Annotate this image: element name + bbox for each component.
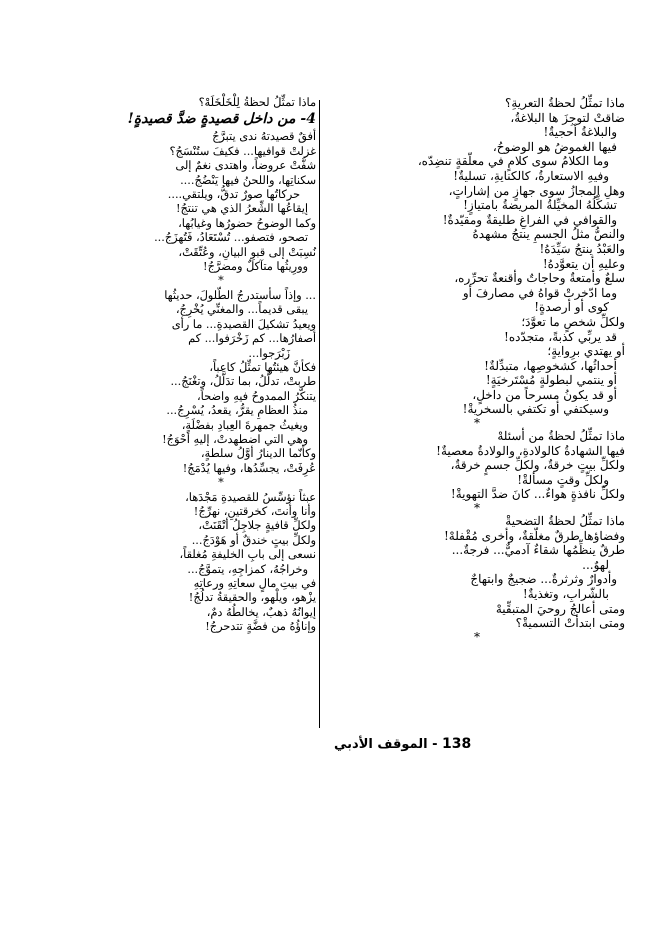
poem-line: وإناؤُهُ من فضَّةٍ تتدحرجُ! bbox=[205, 620, 316, 634]
poem-line: وأنا وأنتَ، كخرقتينِ، نهرِّجُ! bbox=[193, 504, 316, 518]
poem-line: أحداثُها، كشخوصِها، متبدِّلةٌ! bbox=[484, 358, 617, 373]
poem-line: وورِيثُها متآكلٌ ومضرَّجُ! bbox=[203, 260, 308, 274]
poem-line: والبلاغةُ أحجيةٌ! bbox=[543, 125, 617, 140]
poem-line: وكأنّما الدينارُ أوَّلُ سلطةٍ، bbox=[200, 447, 316, 461]
poem-line: غزلتْ قوافيها... فكيفَ ستُنْسَجُ؟ bbox=[169, 144, 316, 158]
poem-line: ضاقتْ لتوجِزَ ها البلاغةُ، bbox=[510, 110, 625, 125]
poem-line: طربتْ، تدلَّلُ، بما تدَلَّلُ، وتغْنَجُ... bbox=[170, 375, 316, 389]
poem-line: عُرِفَتْ، يجسِّدُها، وفيها يُدْمَجُ! bbox=[182, 461, 316, 475]
poem-line: وهلِ المجازُ سوى جهازٍ من إشاراتٍ، bbox=[448, 183, 625, 198]
poem-line: تصحو، فتصفو... تُسْتَعَادُ، فَتُهزَجُ... bbox=[154, 231, 308, 245]
poem-line: وفضاؤها طرقٌ مغلّقةٌ، وأخرى مُقْفلهْ! bbox=[443, 528, 625, 543]
poem-line: إيوانُهُ ذهبٌ، يخالطُهُ دمٌ، bbox=[206, 605, 316, 619]
poem-line: ولكلِّ قافيةٍ جلاجِلُ أتْقَنَتْ، bbox=[198, 519, 316, 533]
poem-line: والقوافي في الفراغِ طليقةٌ ومقيّدةٌ! bbox=[442, 212, 617, 227]
poem-line: لهوٌ... bbox=[582, 557, 609, 572]
journal-name: - الموقف الأدبي bbox=[334, 737, 438, 752]
poem-line: ماذا تمثِّلُ لحظةُ التضحيةْ bbox=[505, 514, 625, 529]
poem-line: ولكلِّ شخصٍ ما تعوَّدَ؛ bbox=[521, 314, 625, 329]
left-poem-lines bbox=[126, 130, 316, 634]
poem-line: وفيهِ الاستعارةُ، كالكنايةِ، تسليةٌ! bbox=[453, 168, 609, 183]
poem-line: بالشّرابِ، وتغذيةٌ! bbox=[522, 587, 609, 601]
poem-line: فيها الشهادةُ كالولادةِ، والولادةُ معصيةٌ! bbox=[436, 443, 625, 458]
poem-line: ولكلِّ نافذةٍ هواءٌ... كانَ ضدَّ التهويةْ! bbox=[450, 487, 625, 502]
page-footer bbox=[334, 736, 471, 752]
left-column-header: ماذا تمثِّلُ لحظةُ لِلْخَلْخَلَهْ؟ bbox=[198, 96, 316, 109]
poem-line: ولكلِّ بيتٍ خرقةٌ، ولكلِّ جسمٍ خرقةٌ، bbox=[450, 458, 625, 473]
poem-line: ماذا تمثِّلُ لحظةُ التعريةِ؟ bbox=[504, 96, 625, 110]
poem-line: أو ينتمي لبطولةٍ مُسْتَرخيَةٍ! bbox=[485, 373, 617, 388]
poem-line: منذُ العظامِ يقرُّ، يقعدُ، يُسْرِجُ... bbox=[166, 404, 308, 418]
poem-line: وسيكتفي أو تكتفي بالسخريةْ! bbox=[462, 402, 609, 417]
poem-line: والنصُّ مثلُ الجسمِ ينتجُ مشهدهُ bbox=[472, 227, 625, 242]
poem-line: تشكِّلُهُ المخيِّلةُ المريضةُ بامتيازٍ! bbox=[463, 198, 617, 213]
stanza-separator: * bbox=[218, 274, 224, 288]
poem-line: فيها الغموضُ هو الوضوحُ، bbox=[492, 139, 617, 154]
poem-line: طرقٌ ينظِّمُها شقاءٌ آدميٌّ... فرجةٌ... bbox=[451, 543, 625, 558]
poem-line: ويعيدُ تشكيلَ القصيدةِ... ما رأى bbox=[171, 317, 316, 331]
poem-line: وهي التي اضطهدتْ، إليهِ أحْوَجُ! bbox=[162, 432, 308, 446]
poem-line: في بيتِ مالٍ سعاتِهِ ورعاتِهِ bbox=[193, 577, 316, 590]
poem-line: ... وإذاً سأستدرجُ الطّلولَ، حديثُها bbox=[164, 288, 316, 302]
section-title: 4- من داخل قصيدةٍ ضدَّ قصيدةٍ! bbox=[127, 111, 316, 128]
poem-line: نسعى إلى بابِ الخليفةِ مُغلقاً، bbox=[179, 548, 316, 562]
poem-line: أفقٌ قصيدتهُ ندى يتبرَّجُ bbox=[212, 130, 316, 144]
poem-line: سلعٌ وأمتعةٌ وحاجاتٌ وأقنعةٌ تحرِّره، bbox=[454, 271, 625, 286]
poem-line: نُسِبَتْ إلى قبوِ البيانِ، وعُتِّقَتْ، bbox=[178, 245, 316, 259]
poem-line: والعَبْدُ ينتجُ سَيِّدَهُ! bbox=[539, 241, 625, 256]
poem-line: وما ادّخرتْ قواهُ في مصارفَ أو bbox=[462, 285, 617, 300]
right-column bbox=[329, 96, 625, 643]
poem-line: زَبْرَجوا... bbox=[248, 346, 290, 360]
poem-line: حركاتُها صورٌ تدقُّ، ويلتقي.... bbox=[167, 188, 300, 202]
poem-line: يتنكَّرُ الممدوحُ فيهِ واضحاً، bbox=[197, 389, 316, 403]
poem-line: وعليهِ أن يتعوَّدهُ! bbox=[542, 256, 625, 271]
poem-line: أو يهتدي برِوايةٍ؛ bbox=[547, 344, 625, 359]
poem-line: شفَّتْ عروضاً، واهتدى نغمٌ إلى bbox=[175, 159, 316, 173]
left-column bbox=[126, 96, 316, 635]
poem-line: ولكلِّ وقتٍ مسألةْ! bbox=[517, 472, 609, 487]
poem-line: فكأنَّ هيئتُها تمثِّلُ كاعباً، bbox=[209, 360, 316, 374]
poem-line: ومتى ابتدأتْ التسميةْ؟ bbox=[515, 616, 625, 631]
poem-line: ولكلِّ بيتٍ خندقٌ أو هَوْدَجُ... bbox=[191, 533, 316, 547]
poem-line: يبقى قديماً... والمغنِّي يُخْرِجُ، bbox=[175, 303, 308, 317]
poem-line: كوى أو أرصدةٍ! bbox=[534, 300, 609, 315]
stanza-separator: * bbox=[474, 629, 480, 644]
poem-line: وأدوارٌ وثرثرةٌ... ضجيجٌ وابتهاجٌ bbox=[470, 572, 617, 587]
stanza-separator: * bbox=[474, 501, 480, 516]
column-divider bbox=[319, 100, 320, 728]
poem-line: وما الكلامُ سوى كلامٍ في معلّقةٍ تنضِدّه، bbox=[417, 154, 609, 169]
page-number: 138 bbox=[442, 736, 472, 752]
poem-line: أصفارُها... كم زَخْرَفوا... كم bbox=[188, 332, 316, 346]
poem-line: ومتى أعالجُ روحيَ المتبقِّيهْ bbox=[495, 601, 625, 616]
poem-line: وخراجُهُ، كمزاجِهِ، يتموَّجُ... bbox=[187, 562, 308, 576]
stanza-separator: * bbox=[218, 476, 224, 490]
poem-line: وكما الوضوحُ حضورُها وغيابُها، bbox=[178, 216, 316, 230]
poem-line: سكناتِها، واللحنُ فيها يَنْضُجُ.... bbox=[180, 173, 316, 187]
poem-line: إيقاعُها الشِّعرُ الذي هي تنتجُ! bbox=[175, 202, 308, 216]
poem-line: عبثاً نؤسِّسُ للقصيدةِ مَجْدَها، bbox=[185, 490, 316, 504]
poem-line: قد يربِّي كذبةً، متجدّده! bbox=[504, 329, 617, 344]
poem-line: أو قد يكونُ مسرحاً من داخلٍ، bbox=[472, 387, 617, 402]
poem-line: ماذا تمثِّلُ لحظةُ من أسئلهْ bbox=[497, 429, 625, 444]
poem-line: يزْهو، ويلْهو، والحقيقةُ تدلُجُ! bbox=[188, 591, 316, 605]
poem-line: ويغيثُ جمهرةَ العِبادِ بفضْلَةٍ، bbox=[181, 418, 308, 432]
stanza-separator: * bbox=[474, 416, 480, 431]
